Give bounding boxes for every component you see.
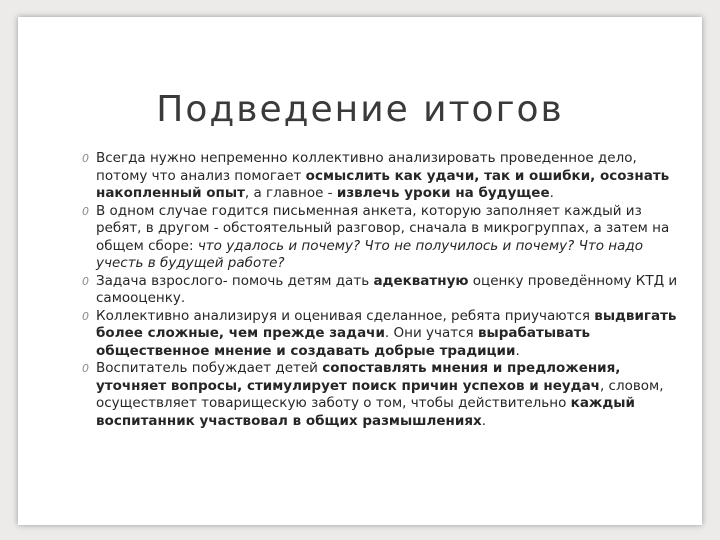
list-item: [84, 273, 682, 308]
bullet-marker: 0: [82, 309, 89, 323]
item-bold-text: вырабатывать общественное мнение и создавать добрые традиции: [96, 325, 591, 359]
bullet-marker: 0: [82, 204, 89, 218]
bullet-marker: 0: [82, 362, 89, 375]
item-bold-text: каждый воспитанник участвовал в общих размышлениях: [96, 395, 635, 429]
item-bold-text: сопоставлять мнения и предложения, уточняет вопросы, стимулирует поиск причин успехов и неудач: [96, 360, 621, 394]
item-text: Воспитатель побуждает детей: [96, 360, 323, 376]
list-item: [84, 203, 682, 273]
item-italic-text: что удалось и почему? Что не получилось и почему? Что надо учесть в будущей работе?: [96, 237, 643, 271]
bullet-marker: 0: [82, 274, 89, 288]
item-text: Всегда нужно непременно коллективно анализировать проведенное дело, потому что анализ помогает: [96, 150, 637, 184]
slide: [18, 17, 702, 525]
list-item: [84, 150, 682, 203]
item-text: В одном случае годится письменная анкета, которую заполняет каждый из ребят, в другом - обстоятельный разговор, сначала в микрогруппах, а затем на общем сборе:: [96, 202, 670, 254]
item-text: , а главное -: [244, 185, 337, 201]
item-bold-text: извлечь уроки на будущее: [336, 185, 550, 201]
list-item: [84, 360, 682, 430]
item-text: , словом, осуществляет товарищескую заботу о том, чтобы действительно: [96, 377, 664, 411]
item-text: .: [515, 342, 520, 359]
item-bold-text: выдвигать более сложные, чем прежде задачи: [96, 307, 677, 341]
item-text: Задача взрослого- помочь детям дать: [96, 272, 374, 289]
bullet-list: [84, 150, 682, 430]
list-item: [84, 308, 682, 361]
item-text: Коллективно анализируя и оценивая сделанное, ребята приучаются: [96, 307, 595, 324]
item-text: .: [481, 412, 487, 429]
item-text: . Они учатся: [384, 325, 478, 341]
bullet-marker: 0: [82, 152, 89, 165]
item-text: .: [549, 185, 554, 201]
slide-title: Подведение итогов: [156, 89, 564, 130]
item-text: оценку проведённому КТД и самооценку.: [96, 272, 678, 306]
item-bold-text: адекватную: [373, 272, 469, 289]
item-bold-text: осмыслить как удачи, так и ошибки, осознать накопленный опыт: [96, 167, 670, 201]
